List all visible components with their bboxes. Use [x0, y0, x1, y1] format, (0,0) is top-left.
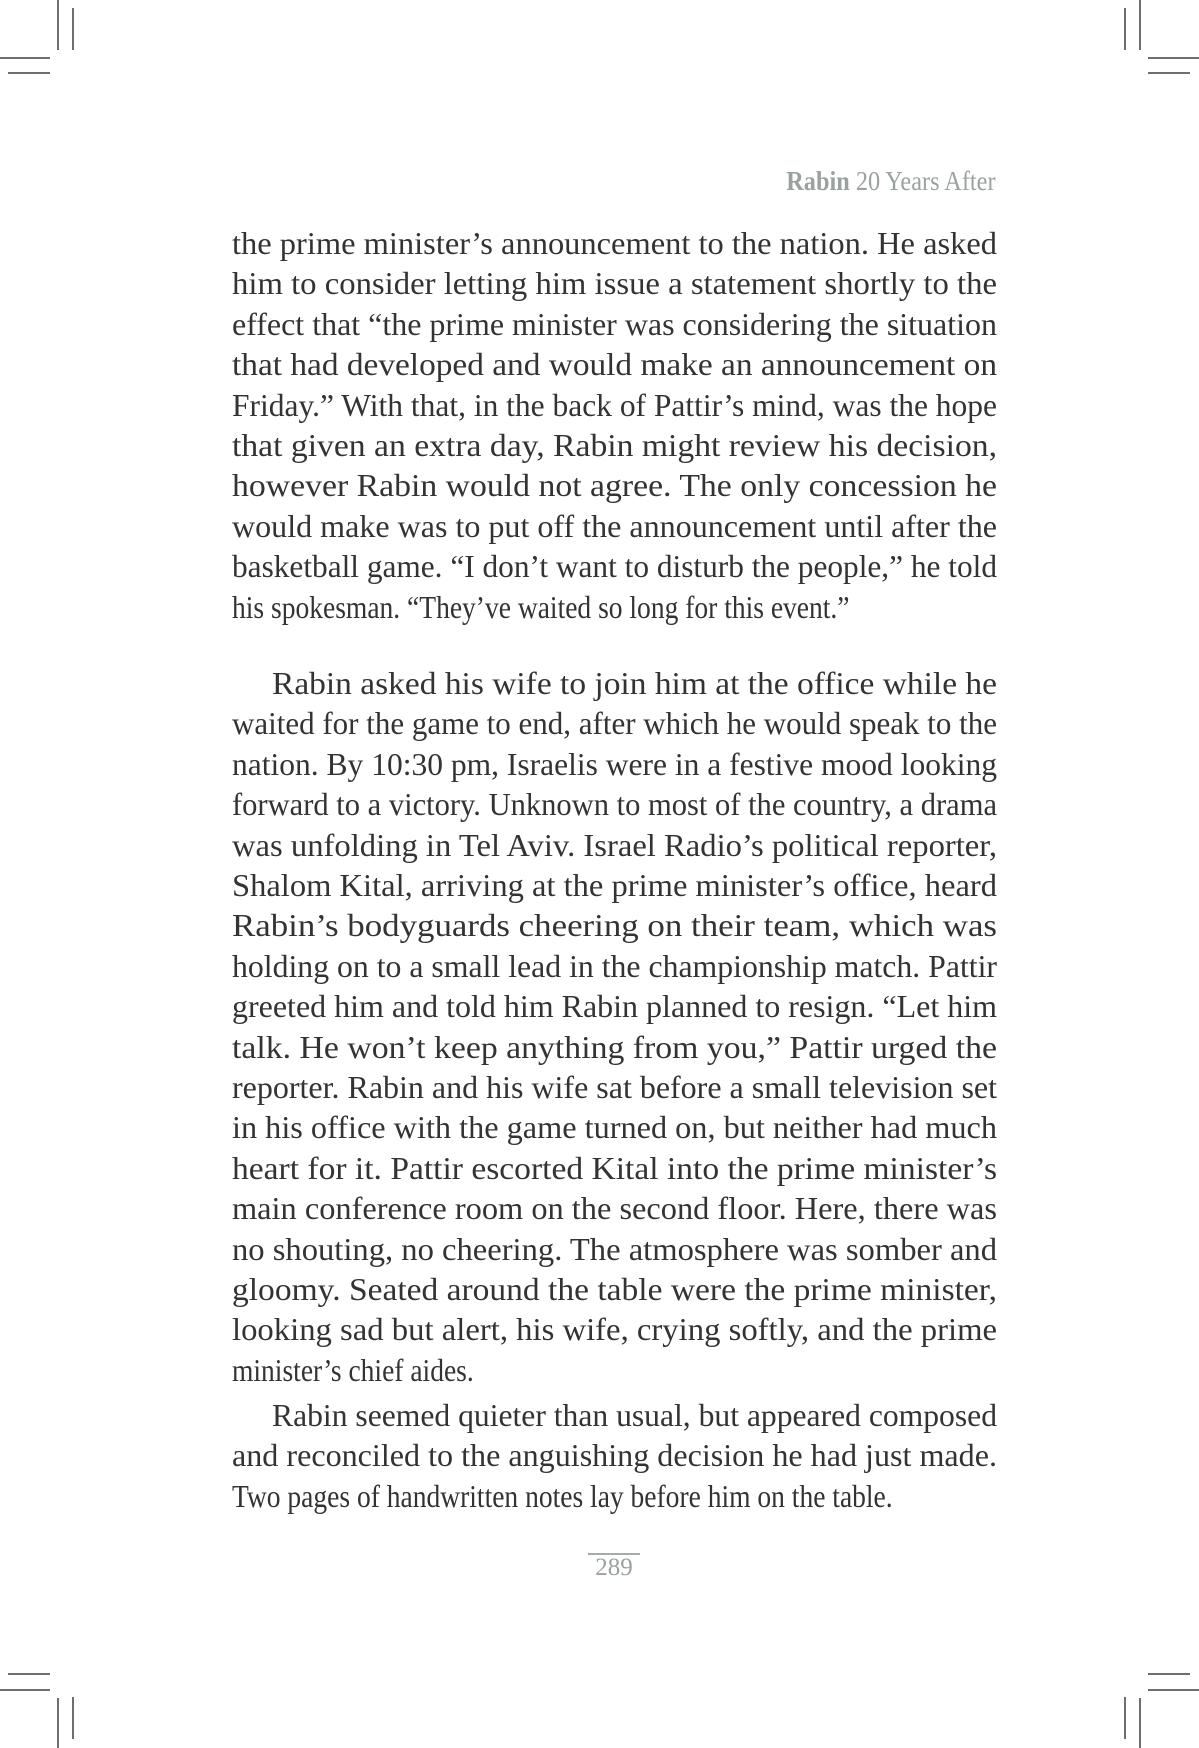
text-line: the prime minister’s announcement to the nation. He asked — [232, 225, 997, 261]
crop-mark-bottom-right-h1 — [1148, 1673, 1190, 1675]
text-line: him to consider letting him issue a statement shortly to the — [232, 265, 997, 302]
text-line: no shouting, no cheering. The atmosphere was somber and — [232, 1230, 997, 1267]
crop-mark-top-right-h1 — [1148, 57, 1199, 59]
text-line: Rabin’s bodyguards cheering on their team, which was — [232, 907, 997, 944]
text-line: waited for the game to end, after which he would speak to the — [232, 705, 997, 742]
text-line: talk. He won’t keep anything from you,” Pattir urged the — [232, 1028, 997, 1065]
crop-mark-top-left-outer — [57, 0, 59, 50]
crop-mark-top-left-h1 — [0, 57, 50, 59]
text-line: was unfolding in Tel Aviv. Israel Radio’s political reporter, — [232, 826, 997, 863]
running-head-subtitle: 20 Years After — [850, 166, 996, 196]
text-line: holding on to a small lead in the championship match. Pattir — [232, 947, 997, 984]
crop-mark-bottom-right-inner — [1124, 1697, 1126, 1739]
text-line: reporter. Rabin and his wife sat before a small television set — [232, 1069, 997, 1105]
text-line: would make was to put off the announcement until after the — [232, 507, 997, 544]
text-line: his spokesman. “They’ve waited so long for this event.” — [232, 588, 850, 625]
text-line: effect that “the prime minister was considering the situation — [232, 305, 997, 342]
crop-mark-bottom-left-inner — [72, 1697, 74, 1739]
crop-mark-top-left-inner — [72, 8, 74, 50]
text-line: in his office with the game turned on, but neither had much — [232, 1109, 997, 1146]
text-line: looking sad but alert, his wife, crying softly, and the prime — [232, 1311, 997, 1348]
text-line: that had developed and would make an announcement on — [232, 346, 997, 383]
text-line: greeted him and told him Rabin planned to resign. “Let him — [232, 988, 997, 1025]
text-line: heart for it. Pattir escorted Kital into the prime minister’s — [232, 1149, 997, 1186]
text-line: Friday.” With that, in the back of Pattir’s mind, was the hope — [232, 386, 997, 423]
crop-mark-bottom-left-outer — [57, 1698, 59, 1748]
page-number: 289 — [588, 1553, 640, 1581]
text-line: minister’s chief aides. — [232, 1351, 474, 1388]
text-line: main conference room on the second floor. Here, there was — [232, 1190, 997, 1227]
text-line: gloomy. Seated around the table were the prime minister, — [232, 1271, 997, 1307]
text-line: Rabin asked his wife to join him at the office while he — [272, 665, 997, 701]
crop-mark-bottom-left-h2 — [0, 1689, 50, 1691]
text-line: Two pages of handwritten notes lay before him on the table. — [232, 1477, 893, 1514]
crop-mark-bottom-right-outer — [1139, 1698, 1141, 1748]
text-line: and reconciled to the anguishing decision he had just made. — [232, 1437, 997, 1474]
crop-mark-top-right-h2 — [1148, 72, 1190, 74]
text-line: forward to a victory. Unknown to most of the country, a drama — [232, 786, 997, 823]
running-head — [787, 166, 996, 197]
crop-mark-bottom-left-h1 — [8, 1673, 50, 1675]
text-line: Rabin seemed quieter than usual, but appeared composed — [272, 1397, 997, 1433]
text-line: that given an extra day, Rabin might review his decision, — [232, 427, 997, 463]
text-line: nation. By 10:30 pm, Israelis were in a festive mood looking — [232, 745, 997, 782]
text-line: however Rabin would not agree. The only concession he — [232, 467, 998, 504]
crop-mark-top-left-h2 — [8, 72, 50, 74]
crop-mark-top-right-inner — [1124, 8, 1126, 50]
crop-mark-bottom-right-h2 — [1148, 1689, 1199, 1691]
text-line: Shalom Kital, arriving at the prime minister’s office, heard — [232, 867, 997, 903]
crop-mark-top-right-outer — [1139, 0, 1141, 50]
text-line: basketball game. “I don’t want to disturb the people,” he told — [232, 548, 997, 585]
running-head-title: Rabin — [786, 166, 851, 196]
